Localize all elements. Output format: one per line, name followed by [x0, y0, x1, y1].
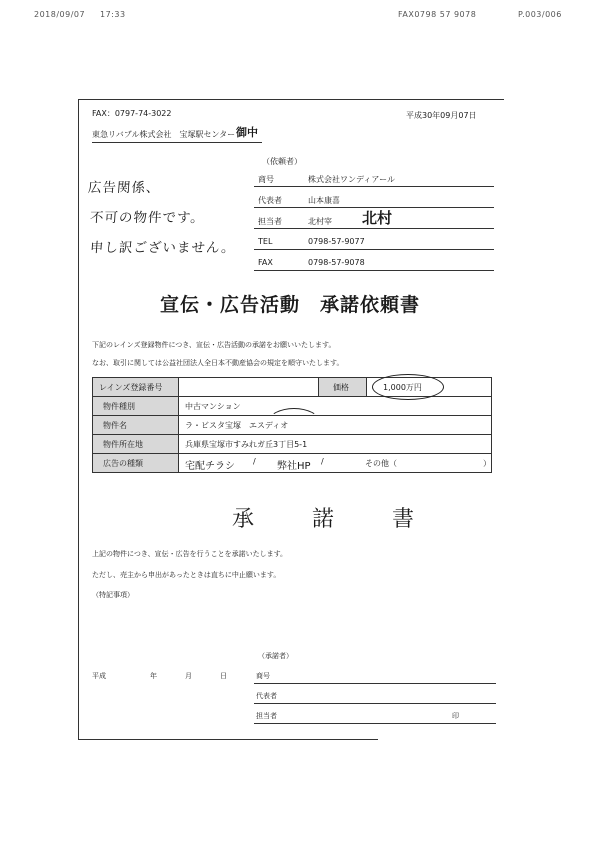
fax-sender-number: FAX0798 57 9078 — [398, 10, 477, 19]
requester-value: 0798-57-9078 — [308, 258, 365, 267]
row-value: 中古マンション — [185, 402, 241, 411]
row-label: 物件所在地 — [103, 440, 143, 449]
approver-label: 担当者 — [256, 712, 277, 720]
document-title: 宣伝・広告活動 承諾依頼書 — [160, 294, 421, 316]
intro-line-1: 下記のレインズ登録物件につき、宣伝・広告活動の承諾をお願いいたします。 — [92, 341, 336, 349]
handwritten-note-line-2: 不可の物件です。 — [89, 210, 206, 226]
row-underline — [254, 270, 494, 271]
fax-time: 17:33 — [100, 10, 126, 19]
ad-type-other-close: ） — [483, 459, 491, 468]
row-underline — [254, 228, 494, 229]
price-label: 価格 — [333, 383, 349, 392]
row-value: 兵庫県宝塚市すみれガ丘3丁目5-1 — [185, 440, 308, 449]
ad-type-flyer: 宅配チラシ — [185, 461, 235, 472]
requester-heading: （依頼者） — [262, 157, 302, 166]
contact-seal: 北村 — [362, 209, 393, 227]
row-underline — [254, 703, 496, 704]
document-frame-bottom — [78, 739, 378, 740]
requester-label: TEL — [258, 237, 273, 246]
approval-heading: 承 諾 書 — [232, 507, 433, 532]
ad-type-other: その他（ — [365, 459, 397, 468]
date-year: 年 — [150, 672, 157, 680]
requester-label: 商号 — [258, 175, 274, 184]
approval-body-line-1: 上記の物件につき、宣伝・広告を行うことを承諾いたします。 — [92, 550, 288, 558]
ad-type-separator: / — [321, 457, 324, 466]
approver-heading: （承諾者） — [258, 652, 293, 660]
requester-label: 代表者 — [258, 196, 282, 205]
date-day: 日 — [220, 672, 227, 680]
handwritten-note-line-1: 広告関係、 — [87, 180, 161, 196]
row-value: ラ・ビスタ宝塚 エスディオ — [185, 421, 289, 430]
table-rule — [366, 378, 367, 396]
approval-body-line-2: ただし、売主から申出があったときは直ちに中止願います。 — [92, 571, 281, 579]
requester-value: 山本康喜 — [308, 196, 340, 205]
approver-label: 商号 — [256, 672, 270, 680]
document-date: 平成30年09月07日 — [406, 111, 477, 120]
fax-to-number: FAX：0797-74-3022 — [92, 109, 172, 118]
row-underline — [254, 723, 496, 724]
ad-type-label: 広告の種類 — [103, 459, 143, 468]
fax-page-number: P.003/006 — [518, 10, 562, 19]
intro-line-2: なお、取引に関しては公益社団法人全日本不動産協会の規定を順守いたします。 — [92, 359, 344, 367]
requester-value: 北村宰 — [308, 217, 332, 226]
ad-type-website: 弊社HP — [277, 461, 311, 472]
ad-type-separator: / — [253, 457, 256, 466]
requester-label: FAX — [258, 258, 273, 267]
property-name-arc-mark — [268, 408, 320, 436]
row-underline — [254, 186, 494, 187]
date-era: 平成 — [92, 672, 106, 680]
document-frame-top — [78, 99, 504, 100]
table-rule — [178, 378, 179, 472]
row-underline — [254, 249, 494, 250]
date-month: 月 — [185, 672, 192, 680]
price-value: 1,000万円 — [383, 383, 422, 392]
requester-label: 担当者 — [258, 217, 282, 226]
table-rule — [318, 378, 319, 396]
row-label: 物件名 — [103, 421, 127, 430]
approval-special-notes: （特記事項） — [92, 591, 134, 599]
recipient-underline — [92, 142, 262, 143]
table-rule — [93, 453, 491, 454]
reins-label: レインズ登録番号 — [99, 383, 163, 392]
requester-value: 株式会社ワンディアール — [308, 175, 395, 184]
seal-mark: 印 — [452, 712, 459, 720]
document-frame-left — [78, 99, 79, 739]
recipient-name: 東急リバブル株式会社 宝塚駅センター — [92, 130, 236, 139]
requester-value: 0798-57-9077 — [308, 237, 365, 246]
price-circle-mark — [372, 374, 444, 400]
fax-date: 2018/09/07 — [34, 10, 86, 19]
handwritten-note-line-3: 申し訳ございません。 — [89, 240, 237, 256]
recipient-honorific: 御中 — [236, 126, 258, 139]
approver-label: 代表者 — [256, 692, 277, 700]
row-label: 物件種別 — [103, 402, 135, 411]
row-underline — [254, 683, 496, 684]
